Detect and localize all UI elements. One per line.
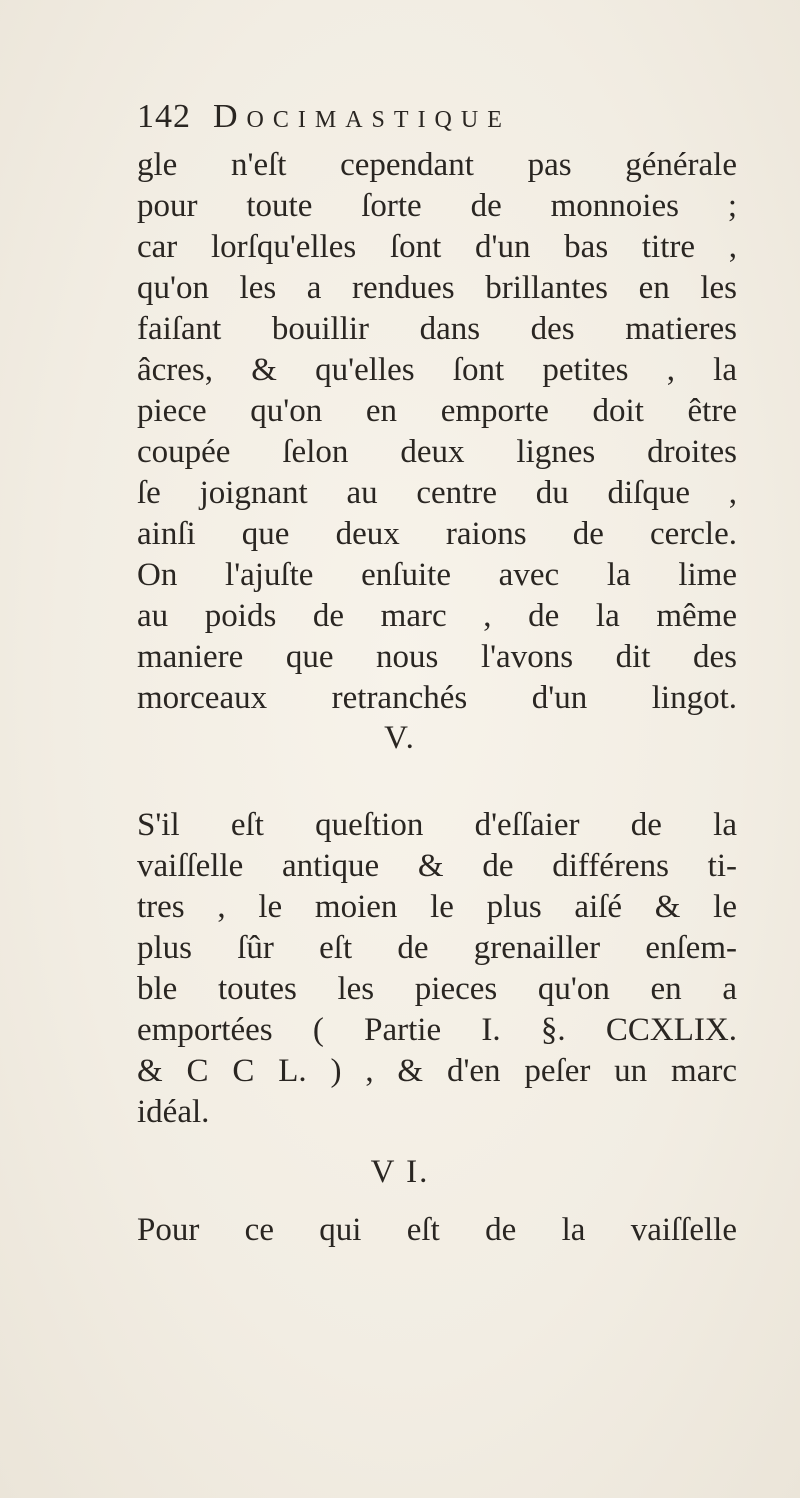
- section-heading-v: V.: [384, 720, 416, 756]
- text-line: tres , le moien le plus aiſé & le: [137, 889, 737, 925]
- text-line: On l'ajuſte enſuite avec la lime: [137, 557, 737, 593]
- text-line: coupée ſelon deux lignes droites: [137, 434, 737, 470]
- text-line: & C C L. ) , & d'en peſer un marc: [137, 1053, 737, 1089]
- page-number: 142: [137, 98, 191, 135]
- text-line: gle n'eſt cependant pas générale: [137, 147, 737, 183]
- text-line: emportées ( Partie I. §. CCXLIX.: [137, 1012, 737, 1048]
- text-line: morceaux retranchés d'un lingot.: [137, 680, 737, 716]
- text-line: ainſi que deux raions de cercle.: [137, 516, 737, 552]
- paragraph-1: [137, 145, 737, 719]
- page-header: [137, 98, 697, 148]
- text-line: ble toutes les pieces qu'on en a: [137, 971, 737, 1007]
- paragraph-3: [137, 1210, 737, 1251]
- text-line: piece qu'on en emporte doit être: [137, 393, 737, 429]
- text-line: au poids de marc , de la même: [137, 598, 737, 634]
- text-line: car lorſqu'elles ſont d'un bas titre ,: [137, 229, 737, 265]
- text-line: qu'on les a rendues brillantes en les: [137, 270, 737, 306]
- text-line: plus ſûr eſt de grenailler enſem-: [137, 930, 737, 966]
- text-line: idéal.: [137, 1094, 210, 1130]
- paragraph-2: [137, 805, 737, 1133]
- section-heading-vi: V I.: [370, 1154, 430, 1190]
- text-line: maniere que nous l'avons dit des: [137, 639, 737, 675]
- text-line: âcres, & qu'elles ſont petites , la: [137, 352, 737, 388]
- text-line: faiſant bouillir dans des matieres: [137, 311, 737, 347]
- text-line: Pour ce qui eſt de la vaiſſelle: [137, 1212, 737, 1248]
- running-title: Docimastique: [213, 98, 511, 135]
- text-line: S'il eſt queſtion d'eſſaier de la: [137, 807, 737, 843]
- text-line: ſe joignant au centre du diſque ,: [137, 475, 737, 511]
- text-line: pour toute ſorte de monnoies ;: [137, 188, 737, 224]
- text-line: vaiſſelle antique & de différens ti-: [137, 848, 737, 884]
